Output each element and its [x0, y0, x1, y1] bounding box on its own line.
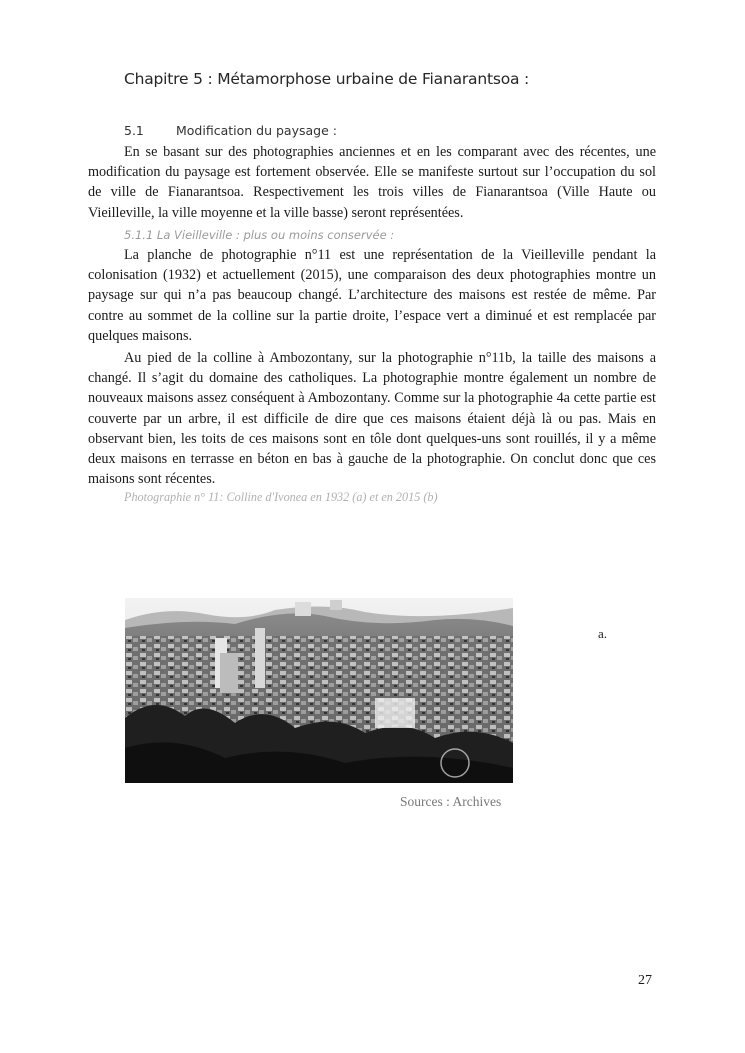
section-heading: [124, 123, 337, 138]
figure-caption: Photographie n° 11: Colline d'Ivonea en 1932 (a) et en 2015 (b): [124, 490, 438, 504]
figure-label-a: a.: [598, 626, 608, 641]
subsection-heading: 5.1.1 La Vieilleville : plus ou moins conservée :: [124, 228, 395, 242]
figure-sources: Sources : Archives: [400, 794, 502, 809]
historic-town-photo: [125, 598, 513, 783]
paragraph-ambozontany: Au pied de la colline à Ambozontany, sur la photographie n°11b, la taille des maisons a changé. Il s’agit du domaine des catholiques. La photographie montre également un nombre de nouveaux maisons assez conséquent à Ambozontany. Comme sur la photographie 4a cette partie est couverte par un arbre, il est difficile de dire que ces maisons étaient déjà là ou pas. Mais en observant bien, les toits de ces maisons sont en tôle dont quelques-uns sont rouillés, il y a même deux maisons en terrasse en béton en bas à gauche de la photographie. On conclut donc que ces maisons sont récentes.: [88, 350, 656, 488]
paragraph-vieilleville: La planche de photographie n°11 est une représentation de la Vieilleville pendant la colonisation (1932) et actuellement (2015), une comparaison des deux photographies montre un paysage sur qui n’a pas beaucoup changé. L’architecture des maisons est restée de même. Par contre au sommet de la colline sur la partie droite, l’espace vert a diminué et est remplacée par quelques maisons.: [88, 247, 656, 344]
section-number: 5.1: [124, 123, 144, 138]
chapter-title: Chapitre 5 : Métamorphose urbaine de Fianarantsoa :: [124, 70, 530, 88]
section-title: Modification du paysage :: [176, 123, 337, 138]
page-number: 27: [638, 973, 652, 988]
paragraph-intro: En se basant sur des photographies anciennes et en les comparant avec des récentes, une modification du paysage est fortement observée. Elle se manifeste surtout sur l’occupation du sol de ville de Fianarantsoa. Respectivement les trois villes de Fianarantsoa (Ville Haute ou Vieilleville, la ville moyenne et la ville basse) seront représentées.: [88, 144, 656, 221]
